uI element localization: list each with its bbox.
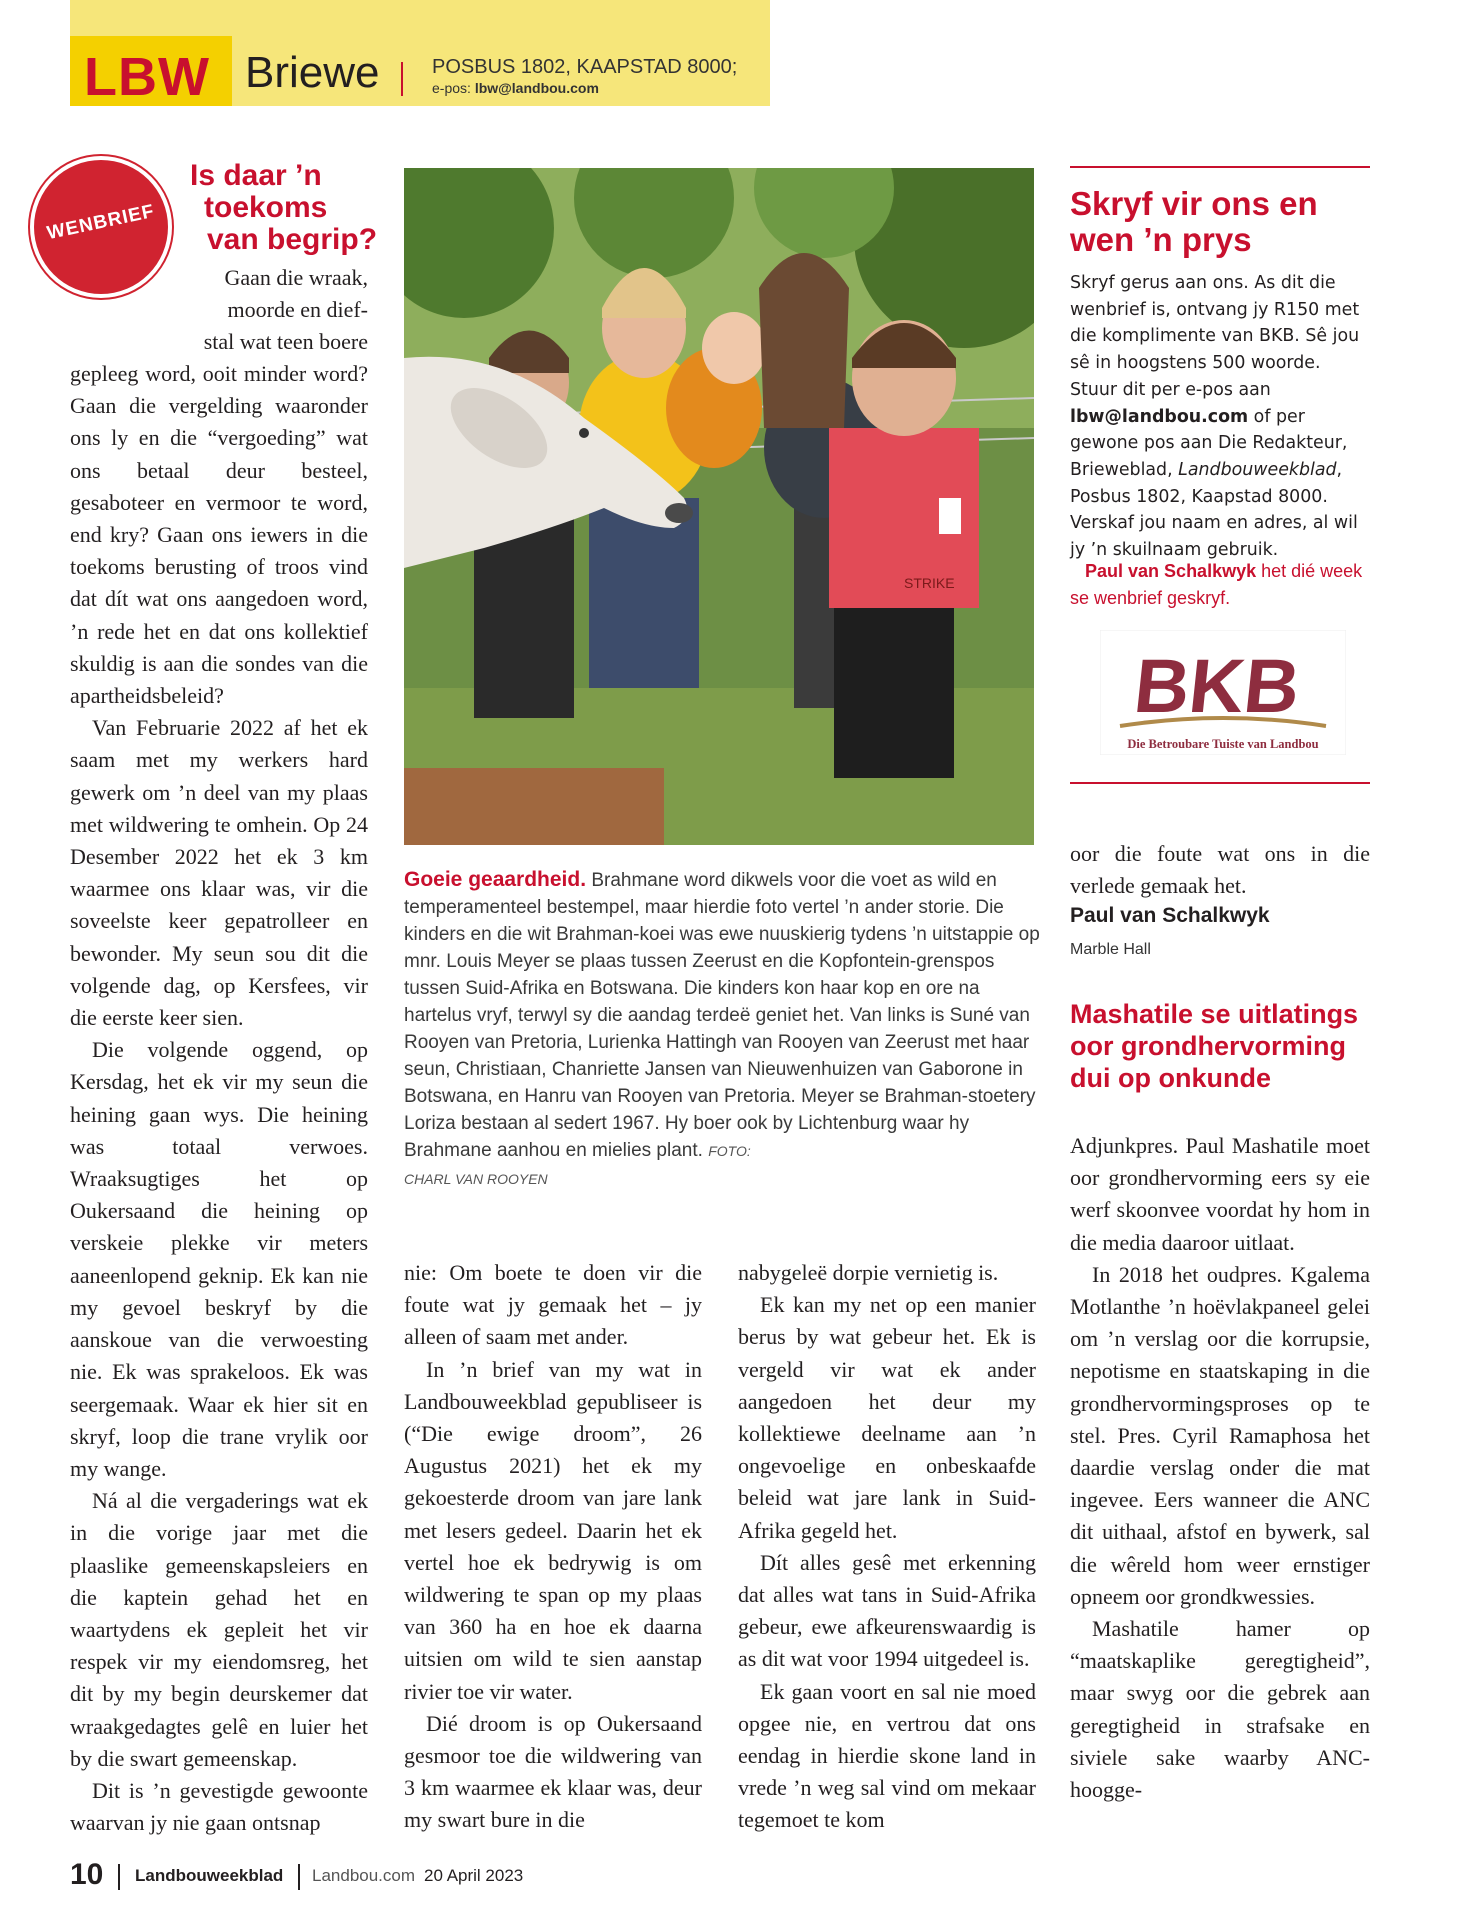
letter-paragraph: nabygeleë dorpie vernietig is. xyxy=(738,1260,999,1285)
footer-date: 20 April 2023 xyxy=(424,1866,524,1885)
letter-place: Marble Hall xyxy=(1070,941,1151,958)
page-number: 10 xyxy=(70,1858,104,1891)
footer-divider xyxy=(118,1864,120,1890)
article2-paragraph: In 2018 het oudpres. Kgalema Motlanthe ’n hoëvlakpaneel gelei om ’n verslag oor die korrupsie, nepotisme en staatskaping in die grondhervormingsproses op te stel. Pres. Cyril Ramaphosa het daardie verslag onder die mat ingevee. Eers wanneer die ANC dit uithaal, afstof en bywerk, sal die wêreld hom weer ernstiger opneem oor grondkwessies. xyxy=(1070,1261,1370,1609)
lbw-logo: LBW xyxy=(70,36,232,106)
caption-text: Brahmane word dikwels voor die voet as wild en temperamenteel bestempel, maar hierdie foto vertel ’n ander storie. Die kinders en die wit Brahman-koei was ewe nuuskierig tydens ’n uitstappie op mnr. Louis Meyer se plaas tussen Zeerust en die Kopfontein-grenspos tussen Suid-Afrika en Botswana. Die kinders kon haar kop en ore na hartelus vryf, terwyl sy die aandag terdeë geniet het. Van links is Suné van Rooyen van Pretoria, Lurienka Hattingh van Rooyen van Zeerust met haar seun, Christiaan, Chanriette Jansen van Nieuwenhuizen van Gaborone in Botswana, en Hanru van Rooyen van Pretoria. Meyer se Brahman-stoetery Loriza bestaan al sedert 1967. Hy boer ook by Lichtenburg waar hy Brahmane aanhou en mielies plant. xyxy=(404,870,1040,1161)
caption-credit-label: FOTO: xyxy=(708,1143,751,1159)
shirt-text: STRIKE xyxy=(904,575,955,591)
letter-column-2 xyxy=(404,1257,702,1837)
article2-body xyxy=(1070,1130,1370,1806)
letter-paragraph: Ná al die vergaderings wat ek in die vorige jaar met die plaaslike gemeenskapsleiers en die kaptein gehad het en waartydens ek gepleit het vir respek vir my eiendomsreg, het dit by my begin deurskemer dat wraakgedagtes gelê en luier het by die swart gemeenskap. xyxy=(70,1488,368,1771)
letter-paragraph: nie: Om boete te doen vir die foute wat jy gemaak het – jy alleen of saam met ander. xyxy=(404,1260,702,1350)
letter-paragraph: Van Februarie 2022 af het ek saam met my werkers hard gewerk om ’n deel van my plaas met wildwering te omhein. Op 24 Desember 2022 het ek 3 km waarmee ons klaar was, vir die soveelste keer gepatrolleer en bewonder. My seun sou dit die volgende dag, op Kersfees, vir die eerste keer sien. xyxy=(70,715,368,1031)
wenbrief-badge: WENBRIEF xyxy=(34,160,168,294)
letter-title-line-3: van begrip? xyxy=(207,223,378,256)
letter-paragraph: Dit is ’n gevestigde gewoonte waarvan jy nie gaan ontsnap xyxy=(70,1777,368,1836)
letter-column-3 xyxy=(738,1257,1036,1837)
letter-author: Paul van Schalkwyk xyxy=(1070,904,1270,927)
letter-title-line-1: Is daar ’n xyxy=(190,159,322,192)
letter-wrap-line-3: stal wat teen boere xyxy=(203,329,368,354)
svg-text:BKB: BKB xyxy=(1130,644,1304,729)
letter-paragraph: Dié droom is op Oukersaand gesmoor toe die wildwering van 3 km waarmee ek klaar was, deur my swart bure in die xyxy=(404,1710,702,1833)
sidebar-top-rule xyxy=(1070,166,1370,168)
letter-title-line-2: toekoms xyxy=(204,191,328,224)
footer-site: Landbou.com xyxy=(312,1866,416,1885)
letter-paragraph: In ’n brief van my wat in Landbouweekblad gepubliseer is (“Die ewige droom”, 26 Augustus 2021) het ek my gekoesterde droom van jare lank met lesers gedeel. Daarin het ek vertel hoe ek bedrywig is om wildwering te span op my plaas van 360 ha en hoe ek daarna uitsien om wild te sien aanstap rivier toe vir water. xyxy=(404,1356,702,1704)
letter-paragraph: Ek kan my net op een manier berus by wat gebeur het. Ek is vergeld vir wat ek ander aangedoen het deur my kollektiewe deelname aan ’n ongevoelige en onbeskaafde beleid wat jare lank in Suid-Afrika gegeld het. xyxy=(738,1292,1036,1543)
header-divider xyxy=(401,62,403,96)
footer-divider xyxy=(298,1864,300,1890)
letter-paragraph: Dít alles gesê met erkenning dat alles wat tans in Suid-Afrika gebeur, ewe afkeurenswaardig is as dit wat voor 1994 uitgedeel is. xyxy=(738,1549,1036,1672)
caption-lead: Goeie geaardheid. xyxy=(404,868,587,891)
article2-title: Mashatile se uitlatings oor grondhervorming dui op onkunde xyxy=(1070,999,1359,1093)
sidebar-email: lbw@landbou.com xyxy=(1070,406,1249,427)
sidebar-body: Skryf gerus aan ons. As dit die wenbrief is, ontvang jy R150 met die komplimente van BKB. Sê jou sê in hoogstens 500 woorde. Stuur dit per e-pos aan lbw@landbou.com of per gewone pos aan Die Redakteur, Brieweblad, Landbouweekblad, Posbus 1802, Kaapstad 8000. Verskaf jou naam en adres, al wil jy ’n skuilnaam gebruik. xyxy=(1070,273,1360,561)
photo-caption xyxy=(404,866,1040,1193)
sidebar-title: Skryf vir ons en wen ’n prys xyxy=(1070,185,1318,258)
section-title: Briewe xyxy=(245,48,380,97)
sidebar-winner: Paul van Schalkwyk het dié week se wenbrief geskryf. xyxy=(1070,561,1363,608)
letter-wrap-line-1: Gaan die wraak, xyxy=(224,265,368,290)
letter-column-1 xyxy=(70,358,368,1839)
letter-paragraph: oor die foute wat ons in die verlede gemaak het. xyxy=(1070,841,1370,899)
article2-paragraph: Mashatile hamer op “maatskaplike geregtigheid”, maar swyg oor die gebrek aan geregtigheid in strafsake en siviele sake waarby ANC-hoogge- xyxy=(1070,1616,1370,1803)
letter-column-4 xyxy=(1070,838,1370,902)
header-address: POSBUS 1802, KAAPSTAD 8000; xyxy=(432,56,738,78)
bkb-logo xyxy=(1100,630,1346,755)
letter-paragraph: gepleeg word, ooit minder word? Gaan die vergelding waaronder ons ly en die “vergoeding” wat ons betaal deur besteel, gesaboteer en vermoor te word, end kry? Gaan ons iewers in die toekoms berusting of troos vind dat dít wat ons aangedoen word, ’n rede het en dat ons kollektief skuldig is aan die sondes van die apartheidsbeleid? xyxy=(70,361,368,709)
caption-credit: CHARL VAN ROOYEN xyxy=(404,1171,548,1187)
footer-magazine: Landbouweekblad xyxy=(135,1866,284,1885)
letter-wrap-line-2: moorde en dief- xyxy=(227,297,368,322)
letter-paragraph: Die volgende oggend, op Kersdag, het ek vir my seun die heining gaan wys. Die heining was totaal verwoes. Wraaksugtiges het op Oukersaand die heining op verskeie plekke vir meters aaneenlopend geknip. Ek kan nie my gevoel beskryf by die aanskoue van die verwoesting nie. Ek was sprakeloos. Ek was seergemaak. Waar ek hier sit en skryf, loop die trane vrylik oor my wange. xyxy=(70,1037,368,1481)
sidebar-bottom-rule xyxy=(1070,782,1370,784)
brahman-photo xyxy=(404,168,1034,845)
svg-text:Die Betroubare Tuiste van Land: Die Betroubare Tuiste van Landbou xyxy=(1127,737,1319,751)
letter-paragraph: Ek gaan voort en sal nie moed opgee nie, en vertrou dat ons eendag in hierdie skone land in vrede ’n weg sal vind om mekaar tegemoet te kom xyxy=(738,1678,1036,1833)
header-email: e-pos: lbw@landbou.com xyxy=(432,80,599,96)
article2-paragraph: Adjunkpres. Paul Mashatile moet oor grondhervorming eers sy eie werf skoonvee voordat hy hom in die media daaroor uitlaat. xyxy=(1070,1133,1370,1255)
